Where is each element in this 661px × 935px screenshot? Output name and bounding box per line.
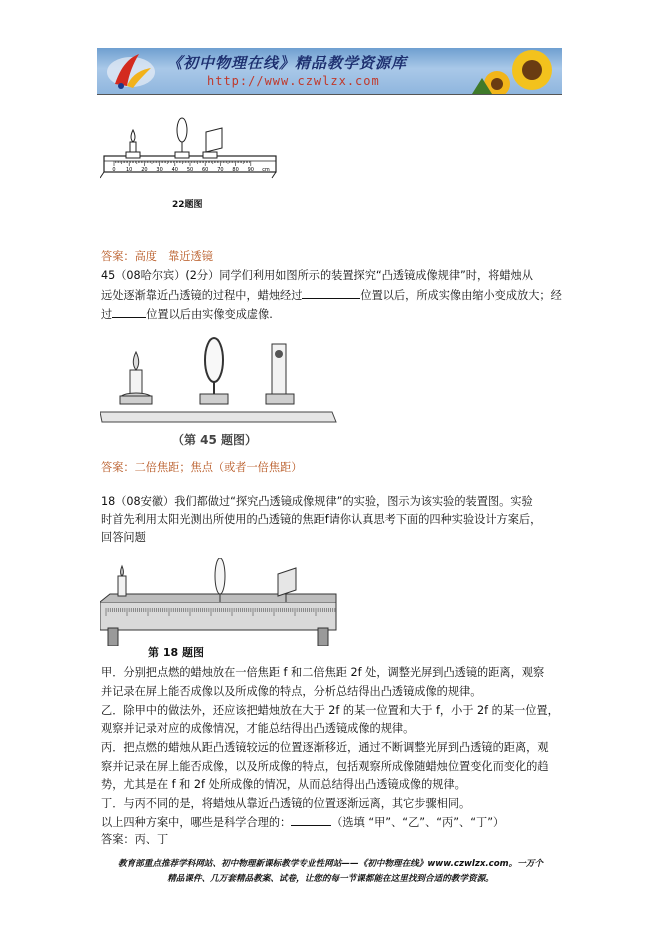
banner-url[interactable]: http://www.czwlzx.com	[207, 74, 380, 88]
q45-text: 远处逐渐靠近凸透镜的过程中，蜡烛经过	[101, 289, 303, 302]
q45-text: 过	[101, 308, 113, 321]
logo-icon	[107, 54, 155, 89]
banner-title: 《初中物理在线》精品教学资源库	[167, 54, 408, 72]
screen-icon	[266, 344, 294, 404]
scale-tick-label: 80	[232, 167, 239, 173]
q18-line2: 时首先利用太阳光测出所使用的凸透镜的焦距f请你认真思考下面的四种实验设计方案后，	[101, 513, 542, 526]
header-divider	[97, 94, 562, 95]
answer-22: 答案：高度 靠近透镜	[101, 250, 213, 263]
q18-line1: 18（08安徽）我们都做过“探究凸透镜成像规律”的实验，图示为该实验的装置图。实验	[101, 495, 533, 508]
option-bing-line1: 丙．把点燃的蜡烛从距凸透镜较远的位置逐渐移近，通过不断调整光屏到凸透镜的距离，观	[101, 741, 549, 754]
scale-tick-label: 70	[217, 167, 224, 173]
question-text: （选填 “甲”、“乙”、“丙”、“丁”）	[331, 816, 505, 829]
q45-line2	[101, 286, 562, 305]
option-jia-line1: 甲．分别把点燃的蜡烛放在一倍焦距 f 和二倍焦距 2f 处，调整光屏到凸透镜的距离，观察	[101, 666, 545, 679]
option-jia-line2: 并记录在屏上能否成像以及所成像的特点，分析总结得出凸透镜成像的规律。	[101, 685, 482, 698]
question-last	[101, 813, 504, 832]
option-bing-line3: 势，尤其是在 f 和 2f 处所成像的情况，从而总结得出凸透镜成像的规律。	[101, 778, 466, 791]
figure-22-caption: 22题图	[172, 200, 203, 210]
figure-18-optical-bench	[100, 558, 340, 646]
answer-45: 答案：二倍焦距；焦点（或者一倍焦距）	[101, 461, 303, 474]
q45-line3	[101, 305, 273, 324]
scale-tick-label: 90	[247, 167, 254, 173]
option-ding-line1: 丁．与丙不同的是，将蜡烛从靠近凸透镜的位置逐渐远离，其它步骤相同。	[101, 797, 471, 810]
answer-blank-3[interactable]	[291, 813, 331, 826]
scale-tick-label: 10	[126, 167, 133, 173]
answer-blank-1[interactable]	[302, 286, 360, 299]
scale-tick-label: 50	[186, 167, 194, 173]
candle-icon	[120, 352, 152, 404]
q45-text: 位置以后，所成实像由缩小变成放大；经	[360, 289, 562, 302]
q45-text: 位置以后由实像变成虚像.	[146, 308, 273, 321]
figure-18-caption: 第 18 题图	[148, 646, 204, 659]
scale-tick-label: 20	[141, 167, 148, 173]
lens-icon	[200, 338, 228, 404]
scale-tick-label: 40	[171, 167, 178, 173]
scale-tick-label: 0	[112, 167, 116, 173]
option-yi-line1: 乙．除甲中的做法外，还应该把蜡烛放在大于 2f 的某一位置和大于 f，小于 2f 的某一位置，	[101, 704, 559, 717]
answer-blank-2[interactable]	[112, 305, 146, 318]
header-banner	[97, 48, 562, 94]
lens-icon	[175, 118, 189, 158]
scale-tick-label: 60	[202, 167, 209, 173]
q45-line1: 45（08哈尔宾）(2分）同学们利用如图所示的装置探究“凸透镜成像规律”时，将蜡烛从	[101, 269, 533, 282]
figure-45-caption: （第 45 题图）	[172, 433, 258, 447]
footer-line1: 教育部重点推荐学科网站、初中物理新课标教学专业性网站——《初中物理在线》www.czwlzx.com。一万个	[117, 859, 544, 869]
answer-18: 答案：丙、丁	[101, 833, 169, 846]
option-yi-line2: 观察并记录对应的成像情况，才能总结得出凸透镜成像的规律。	[101, 722, 415, 735]
question-text: 以上四种方案中，哪些是科学合理的：	[101, 816, 292, 829]
screen-icon	[203, 128, 222, 158]
q18-line3: 回答问题	[101, 531, 146, 544]
option-bing-line2: 察并记录在屏上能否成像，以及所成像的特点，包括观察所成像随蜡烛位置变化而变化的趋	[101, 760, 549, 773]
footer-line2: 精品课件、几万套精品教案、试卷，让您的每一节课都能在这里找到合适的教学资源。	[167, 874, 494, 884]
candle-icon	[118, 566, 126, 596]
scale-tick-label: 30	[156, 167, 163, 173]
candle-icon	[126, 130, 140, 158]
scale-tick-label: cm	[262, 167, 270, 173]
figure-22-optical-bench	[100, 114, 280, 184]
